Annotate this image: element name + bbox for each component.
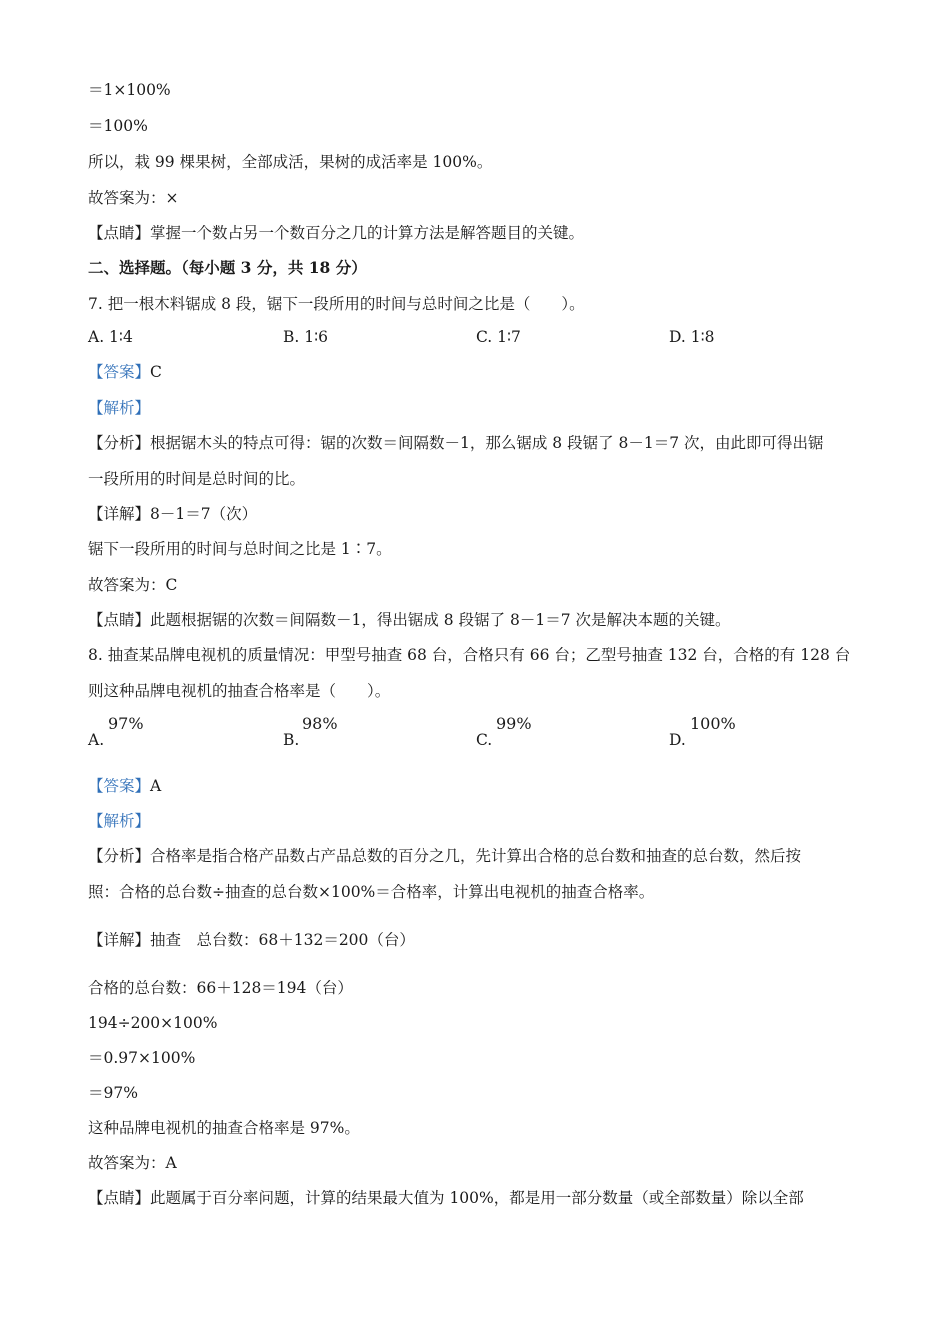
calc-line: ＝100% <box>88 117 148 135</box>
fenxi-line <box>88 433 824 453</box>
option-a: A. 1∶4 <box>88 328 133 346</box>
ratio-line: 锯下一段所用的时间与总时间之比是 1∶7。 <box>88 540 392 558</box>
option-c-value: 99% <box>496 714 532 733</box>
conclusion-text: 这种品牌电视机的抽查合格率是 97%。 <box>88 1119 360 1137</box>
calc-line: ＝1×100% <box>88 81 171 99</box>
option-a-letter: A. <box>88 731 105 749</box>
calc-line: ＝0.97×100% <box>88 1049 196 1067</box>
point-text: 此题属于百分率问题，计算的结果最大值为 100%，都是用一部分数量（或全部数量）除以全部 <box>150 1189 804 1207</box>
xiangjie-tag: 【详解】 <box>88 505 151 523</box>
option-b-value: 98% <box>302 714 338 733</box>
option-d-letter: D. <box>669 731 686 749</box>
option-d-value: 100% <box>690 714 736 733</box>
conclusion-text: 所以，栽 99 棵果树，全部成活，果树的成活率是 100%。 <box>88 153 493 171</box>
calc-line: ＝97% <box>88 1084 138 1102</box>
question-stem-2: 则这种品牌电视机的抽查合格率是（ ）。 <box>88 682 391 700</box>
answer-value: C <box>150 363 162 381</box>
final-answer: 故答案为：C <box>88 576 178 594</box>
fenxi-text: 合格率是指合格产品数占产品总数的百分之几，先计算出合格的总台数和抽查的总台数，然后按 <box>150 847 802 865</box>
option-c-letter: C. <box>476 731 493 749</box>
fenxi-tag: 【分析】 <box>88 434 151 452</box>
option-b: B. 1∶6 <box>283 328 329 346</box>
point-tag: 【点睛】 <box>88 224 151 242</box>
question-stem: 8. 抽查某品牌电视机的质量情况：甲型号抽查 68 台，合格只有 66 台；乙型号抽查 132 台，合格的有 128 台 <box>88 646 851 664</box>
answer-tag: 【答案】 <box>88 777 151 795</box>
point-text: 掌握一个数占另一个数百分之几的计算方法是解答题目的关键。 <box>150 224 585 242</box>
fenxi-tag: 【分析】 <box>88 847 151 865</box>
analysis-tag: 【解析】 <box>88 399 151 417</box>
analysis-tag: 【解析】 <box>88 812 151 830</box>
final-answer: 故答案为：A <box>88 1154 177 1172</box>
point-line <box>88 610 731 630</box>
option-d: D. 1∶8 <box>669 328 715 346</box>
xiangjie-line <box>88 930 415 950</box>
calc-line: 合格的总台数：66＋128＝194（台） <box>88 979 353 997</box>
section-heading: 二、选择题。（每小题 3 分，共 18 分） <box>88 258 367 277</box>
point-tag: 【点睛】 <box>88 1189 151 1207</box>
option-a-value: 97% <box>108 714 144 733</box>
answer-value: A <box>150 777 162 795</box>
fenxi-text: 根据锯木头的特点可得：锯的次数＝间隔数－1，那么锯成 8 段锯了 8－1＝7 次，由此即可得出锯 <box>150 434 824 452</box>
point-line <box>88 1188 804 1208</box>
answer-line <box>88 776 161 796</box>
point-tag: 【点睛】 <box>88 611 151 629</box>
answer-line <box>88 362 162 382</box>
fenxi-line-2: 一段所用的时间是总时间的比。 <box>88 470 306 488</box>
xiangjie-text: 8－1＝7（次） <box>150 505 258 523</box>
option-b-letter: B. <box>283 731 300 749</box>
answer-tag: 【答案】 <box>88 363 151 381</box>
calc-line: 194÷200×100% <box>88 1014 218 1032</box>
fenxi-line-2: 照：合格的总台数÷抽查的总台数×100%＝合格率，计算出电视机的抽查合格率。 <box>88 883 655 901</box>
answer-text: 故答案为：× <box>88 189 179 207</box>
question-stem: 7. 把一根木料锯成 8 段，锯下一段所用的时间与总时间之比是（ ）。 <box>88 295 585 313</box>
xiangjie-text: 抽查 总台数：68＋132＝200（台） <box>150 931 415 949</box>
option-c: C. 1∶7 <box>476 328 521 346</box>
point-text: 此题根据锯的次数＝间隔数－1，得出锯成 8 段锯了 8－1＝7 次是解决本题的关键。 <box>150 611 731 629</box>
xiangjie-tag: 【详解】 <box>88 931 151 949</box>
xiangjie-line <box>88 504 257 524</box>
point-line <box>88 223 584 243</box>
fenxi-line <box>88 846 801 866</box>
